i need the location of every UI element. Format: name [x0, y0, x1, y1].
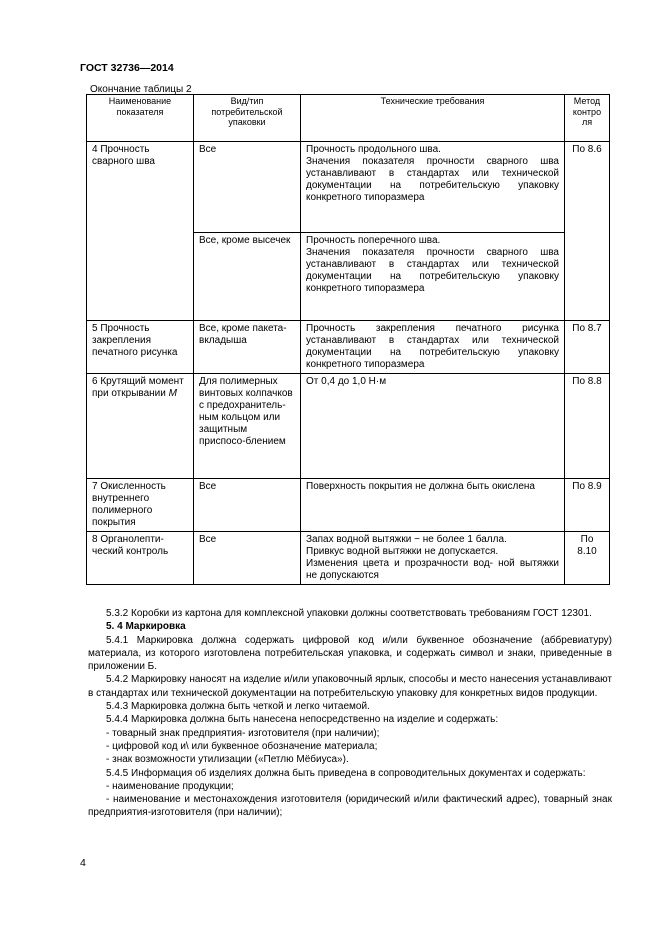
cell-name-text: 6 Крутящий момент при открывании	[92, 376, 184, 399]
column-header-method: Метод контро ля	[565, 95, 610, 142]
cell-method: По 8.6	[565, 142, 610, 321]
cell-name: 5 Прочность закрепления печатного рисунка	[87, 321, 194, 374]
table-row	[87, 321, 610, 374]
paragraph-5-4-1: 5.4.1 Маркировка должна содержать цифровой код и/или буквенное обозначение (аббревиатуру) материала, из которого изготовлена потребительская упаковка, и содержать символ и знаки, приведенные в приложении Б.	[88, 634, 612, 673]
list-item: - цифровой код и\ или буквенное обозначение материала;	[106, 740, 378, 752]
table-row	[87, 479, 610, 532]
table-row	[87, 532, 610, 585]
tech-line: Прочность продольного шва.	[306, 144, 441, 155]
cell-name: 4 Прочность сварного шва	[87, 142, 194, 321]
cell-pack: Все	[194, 142, 301, 233]
cell-method: По 8.10	[565, 532, 610, 585]
paragraph-5-4-3: 5.4.3 Маркировка должна быть четкой и легко читаемой.	[106, 701, 370, 713]
cell-tech	[301, 142, 565, 233]
list-item: - наименование продукции;	[106, 780, 234, 792]
document-code: ГОСТ 32736—2014	[80, 62, 174, 74]
paragraph-5-3-2: 5.3.2 Коробки из картона для комплексной упаковки должны соответствовать требованиям ГОСТ 12301.	[106, 608, 592, 619]
cell-method: По 8.8	[565, 374, 610, 479]
column-header-name: Наименование показателя	[87, 95, 194, 142]
cell-tech	[301, 532, 565, 585]
cell-pack: Для полимерных винтовых колпачков с предохранитель-ным кольцом или защитным приспосо-блением	[194, 374, 301, 479]
section-heading-marking: 5. 4 Маркировка	[106, 621, 186, 633]
table-caption: Окончание таблицы 2	[90, 84, 192, 95]
cell-tech	[301, 479, 565, 532]
tech-line: От 0,4 до 1,0 Н·м	[306, 376, 387, 387]
column-header-pack: Вид/тип потребительской упаковки	[194, 95, 301, 142]
cell-tech	[301, 233, 565, 321]
cell-pack: Все, кроме высечек	[194, 233, 301, 321]
list-item: - товарный знак предприятия- изготовителя (при наличии);	[106, 727, 380, 739]
requirements-table	[86, 94, 610, 585]
cell-method: По 8.7	[565, 321, 610, 374]
tech-line: Запах водной вытяжки − не более 1 балла.	[306, 534, 507, 545]
cell-tech	[301, 374, 565, 479]
tech-line: Прочность закрепления печатного рисунка устанавливают в стандартах или технической документации на потребительскую упаковку конкретного типоразмера	[306, 323, 559, 370]
variable-symbol: М	[168, 388, 177, 399]
cell-method: По 8.9	[565, 479, 610, 532]
list-item: - знак возможности утилизации («Петлю Мёбиуса»).	[106, 754, 349, 766]
cell-pack: Все, кроме пакета-вкладыша	[194, 321, 301, 374]
tech-line: Изменения цвета и прозрачности вод- ной вытяжки не допускаются	[306, 558, 559, 581]
tech-line: Привкус водной вытяжки не допускается.	[306, 546, 499, 557]
table-header-row	[87, 95, 610, 142]
cell-name	[87, 374, 194, 479]
tech-line: Прочность поперечного шва.	[306, 235, 441, 246]
paragraph-5-4-2: 5.4.2 Маркировку наносят на изделие и/или упаковочный ярлык, способы и место нанесения устанавливают в стандартах или технической документации на потребительскую упаковку для конкретных видов продукции.	[88, 674, 612, 699]
paragraph-5-4-4: 5.4.4 Маркировка должна быть нанесена непосредственно на изделие и содержать:	[106, 714, 499, 726]
tech-line: Поверхность покрытия не должна быть окислена	[306, 481, 535, 492]
cell-pack: Все	[194, 532, 301, 585]
cell-pack: Все	[194, 479, 301, 532]
table-row	[87, 142, 610, 233]
cell-name: 7 Окисленность внутреннего полимерного покрытия	[87, 479, 194, 532]
paragraph-5-4-5: 5.4.5 Информация об изделиях должна быть приведена в сопроводительных документах и содержать:	[106, 767, 586, 779]
tech-line: Значения показателя прочности сварного шва устанавливают в стандартах или технической документации на потребительскую упаковку конкретного типоразмера	[306, 247, 559, 294]
list-item: - наименование и местонахождения изготовителя (юридический и/или фактический адрес), товарный знак предприятия-изготовителя (при наличии);	[88, 794, 612, 819]
column-header-tech: Технические требования	[301, 95, 565, 142]
table-row	[87, 374, 610, 479]
page-number: 4	[80, 857, 86, 869]
cell-name: 8 Органолепти-ческий контроль	[87, 532, 194, 585]
cell-tech	[301, 321, 565, 374]
body-text	[88, 607, 612, 820]
tech-line: Значения показателя прочности сварного шва устанавливают в стандартах или технической документации на потребительскую упаковку конкретного типоразмера	[306, 156, 559, 203]
